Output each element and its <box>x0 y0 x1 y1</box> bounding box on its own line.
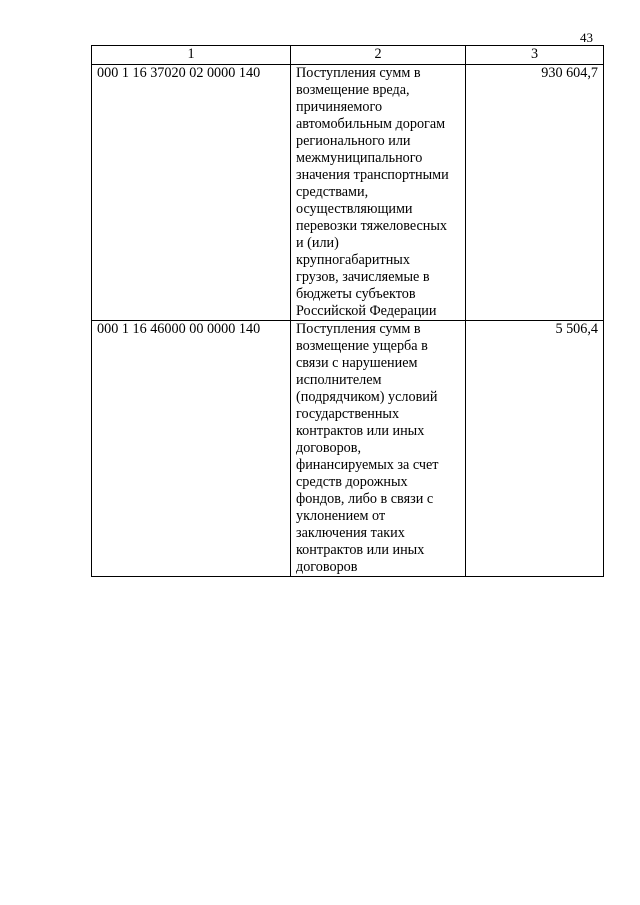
name-line: средств дорожных <box>296 474 408 490</box>
name-line: (подрядчиком) условий <box>296 389 438 405</box>
name-line: заключения таких <box>296 525 405 541</box>
name-line: фондов, либо в связи с <box>296 491 434 507</box>
name-line: автомобильным дорогам <box>296 116 446 132</box>
name-line: Поступления сумм в <box>296 321 421 337</box>
name-line: средствами, <box>296 184 369 200</box>
table-header-row <box>92 46 604 65</box>
name-line: бюджеты субъектов <box>296 286 416 302</box>
page-number: 43 <box>580 30 593 45</box>
table-row <box>92 321 604 577</box>
revenue-name <box>291 321 466 577</box>
revenue-name <box>291 65 466 321</box>
name-line: финансируемых за счет <box>296 457 439 473</box>
column-header-2: 2 <box>291 46 466 65</box>
name-line: крупногабаритных <box>296 252 410 268</box>
name-line: межмуниципального <box>296 150 423 166</box>
name-line: регионального или <box>296 133 411 149</box>
name-line: грузов, зачисляемые в <box>296 269 430 285</box>
name-line: Поступления сумм в <box>296 65 421 81</box>
name-line: договоров <box>296 559 358 575</box>
name-line: осуществляющими <box>296 201 413 217</box>
name-line: перевозки тяжеловесных <box>296 218 448 234</box>
name-line: уклонением от <box>296 508 386 524</box>
amount-value: 5 506,4 <box>466 321 604 577</box>
classification-code: 000 1 16 37020 02 0000 140 <box>92 65 291 321</box>
column-header-1: 1 <box>92 46 291 65</box>
name-line: возмещение ущерба в <box>296 338 428 354</box>
name-line: государственных <box>296 406 400 422</box>
table-row <box>92 65 604 321</box>
name-line: договоров, <box>296 440 362 456</box>
classification-code: 000 1 16 46000 00 0000 140 <box>92 321 291 577</box>
amount-value: 930 604,7 <box>466 65 604 321</box>
name-line: Российской Федерации <box>296 303 437 319</box>
name-line: причиняемого <box>296 99 383 115</box>
name-line: контрактов или иных <box>296 423 425 439</box>
name-line: связи с нарушением <box>296 355 418 371</box>
name-line: значения транспортными <box>296 167 449 183</box>
revenue-table <box>91 45 604 577</box>
name-line: возмещение вреда, <box>296 82 410 98</box>
name-line: исполнителем <box>296 372 382 388</box>
name-line: и (или) <box>296 235 339 251</box>
name-line: контрактов или иных <box>296 542 425 558</box>
column-header-3: 3 <box>466 46 604 65</box>
